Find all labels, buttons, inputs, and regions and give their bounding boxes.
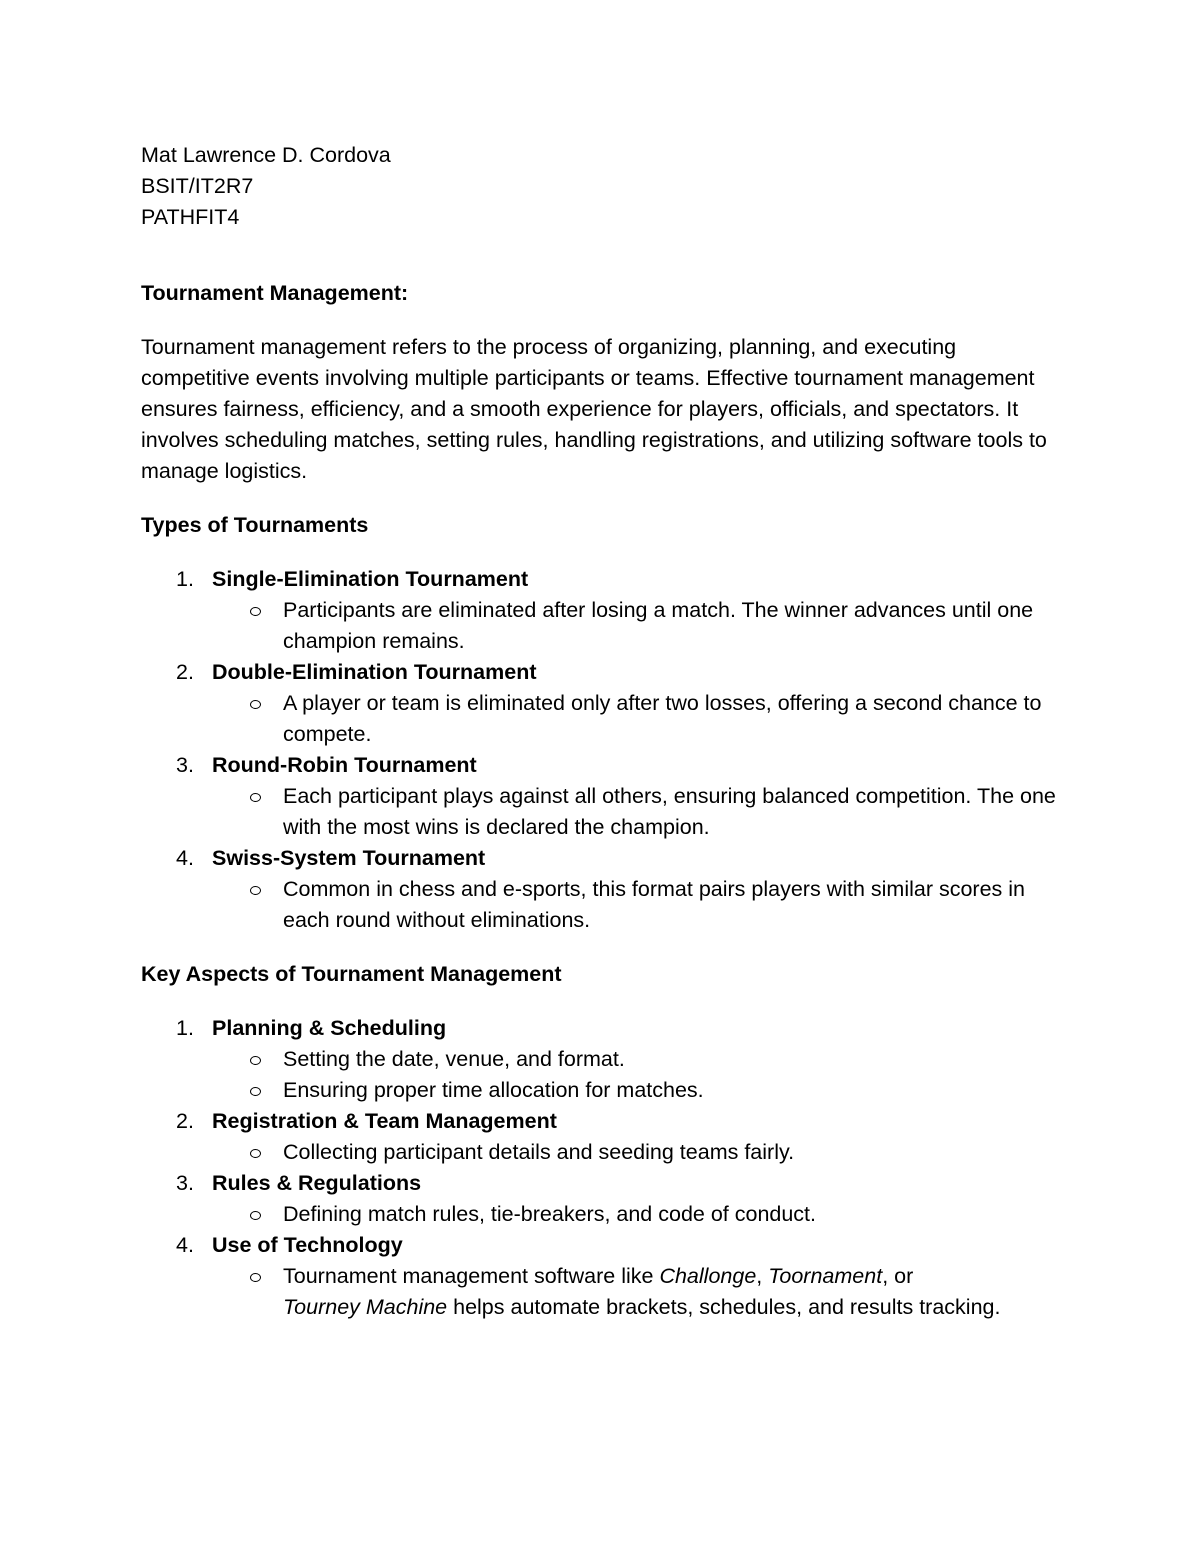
item-title: Registration & Team Management [212, 1109, 557, 1133]
item-title: Planning & Scheduling [212, 1016, 447, 1040]
document-page [141, 140, 1071, 1323]
sub-list [212, 781, 1071, 843]
intro-heading: Tournament Management: [141, 281, 409, 305]
sub-list [212, 1199, 1071, 1230]
tech-bullet-suffix: helps automate brackets, schedules, and results tracking. [447, 1295, 1001, 1319]
list-number: 4. [176, 1233, 194, 1257]
item-title: Round-Robin Tournament [212, 753, 477, 777]
sub-item [212, 595, 1073, 657]
intro-paragraph: Tournament management refers to the process of organizing, planning, and executing competitive events involving multiple participants or teams. Effective tournament management ensures fairness, efficiency, and a smooth experience for players, officials, and spectators. It involves scheduling matches, setting rules, handling registrations, and utilizing software tools to manage logistics. [141, 335, 1047, 483]
sub-item-text: Defining match rules, tie-breakers, and code of conduct. [283, 1202, 817, 1226]
sub-item [212, 1075, 1073, 1106]
list-item [141, 750, 1071, 843]
sub-item-text: Collecting participant details and seeding teams fairly. [283, 1140, 795, 1164]
hollow-bullet-icon [250, 886, 261, 895]
student-section: BSIT/IT2R7 [141, 174, 254, 198]
sub-item [212, 874, 1073, 936]
sub-list [212, 595, 1071, 657]
sub-item-text: Ensuring proper time allocation for matches. [283, 1078, 704, 1102]
list-item [141, 1106, 1071, 1168]
hollow-bullet-icon [250, 1056, 261, 1065]
sub-item [212, 1044, 1073, 1075]
list-item [141, 657, 1071, 750]
student-header [141, 140, 1071, 233]
hollow-bullet-icon [250, 793, 261, 802]
sub-item [212, 1261, 1073, 1323]
list-item [141, 564, 1071, 657]
sub-item-text: Common in chess and e-sports, this format pairs players with similar scores in each round without eliminations. [283, 877, 1026, 932]
tech-sep-2: , or [882, 1264, 914, 1288]
sub-item [212, 688, 1073, 750]
list-number: 3. [176, 753, 194, 777]
item-title: Swiss-System Tournament [212, 846, 486, 870]
sub-list [212, 1137, 1071, 1168]
list-item [141, 1168, 1071, 1230]
student-name: Mat Lawrence D. Cordova [141, 143, 391, 167]
types-heading: Types of Tournaments [141, 513, 369, 537]
sub-item-text: Each participant plays against all others, ensuring balanced competition. The one with the most wins is declared the champion. [283, 784, 1056, 839]
hollow-bullet-icon [250, 1149, 261, 1158]
sub-item-text: Setting the date, venue, and format. [283, 1047, 625, 1071]
hollow-bullet-icon [250, 1273, 261, 1282]
types-list [141, 564, 1071, 936]
sub-item [212, 1137, 1073, 1168]
list-number: 2. [176, 660, 194, 684]
sub-list [212, 688, 1071, 750]
list-item [141, 1013, 1071, 1106]
tech-bullet-prefix: Tournament management software like [283, 1264, 660, 1288]
sub-list [212, 1261, 1071, 1323]
sub-list [212, 874, 1071, 936]
item-title: Single-Elimination Tournament [212, 567, 529, 591]
hollow-bullet-icon [250, 607, 261, 616]
list-number: 2. [176, 1109, 194, 1133]
item-title: Double-Elimination Tournament [212, 660, 537, 684]
hollow-bullet-icon [250, 1087, 261, 1096]
tool-tourney-machine: Tourney Machine [283, 1295, 448, 1319]
list-number: 1. [176, 567, 194, 591]
tool-toornament: Toornament [768, 1264, 883, 1288]
list-item [141, 1230, 1071, 1323]
aspects-heading: Key Aspects of Tournament Management [141, 962, 562, 986]
hollow-bullet-icon [250, 1211, 261, 1220]
hollow-bullet-icon [250, 700, 261, 709]
list-number: 4. [176, 846, 194, 870]
course-code: PATHFIT4 [141, 205, 240, 229]
item-title: Use of Technology [212, 1233, 403, 1257]
sub-item [212, 781, 1073, 843]
sub-item-text: Participants are eliminated after losing a match. The winner advances until one champion remains. [283, 598, 1034, 653]
sub-list [212, 1044, 1071, 1106]
aspects-list [141, 1013, 1071, 1323]
sub-item [212, 1199, 1073, 1230]
item-title: Rules & Regulations [212, 1171, 422, 1195]
list-item [141, 843, 1071, 936]
list-number: 1. [176, 1016, 194, 1040]
tool-challonge: Challonge [659, 1264, 757, 1288]
sub-item-text: A player or team is eliminated only after two losses, offering a second chance to compete. [283, 691, 1042, 746]
list-number: 3. [176, 1171, 194, 1195]
tech-sep-1: , [756, 1264, 769, 1288]
